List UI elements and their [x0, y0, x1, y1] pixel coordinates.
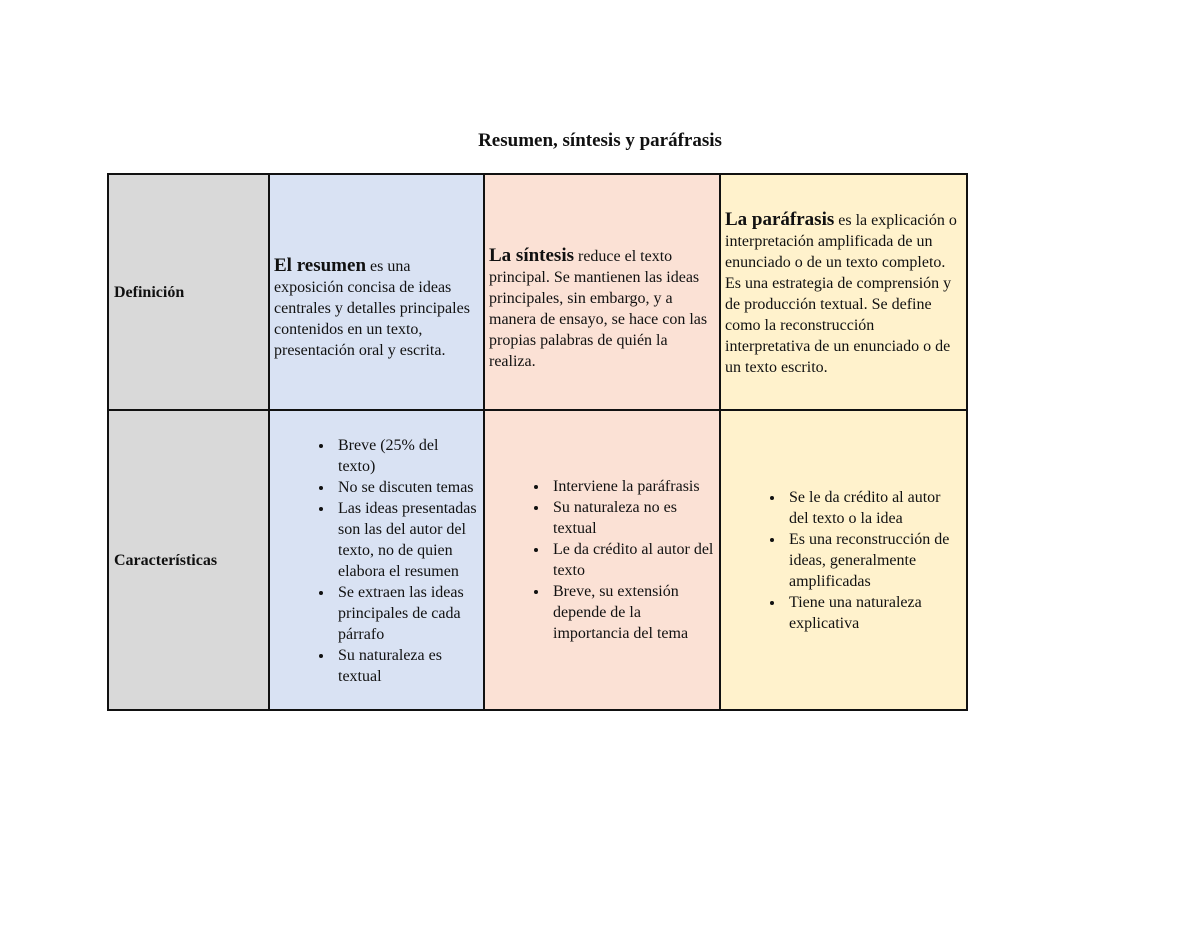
page-title: Resumen, síntesis y paráfrasis	[478, 130, 722, 151]
row-header-caracteristicas: Características	[108, 410, 269, 710]
parafrasis-characteristics-cell	[720, 410, 967, 710]
resumen-term: El resumen	[274, 255, 367, 276]
definicion-row	[108, 174, 967, 410]
sintesis-term: La síntesis	[489, 244, 574, 266]
sintesis-characteristics-list	[489, 476, 715, 644]
sintesis-definition-text: reduce el texto principal. Se mantienen las ideas principales, sin embargo, y a manera de ensayo, se hace con las propias palabras de quién la realiza.	[489, 247, 708, 370]
resumen-definition-text: es una exposición concisa de ideas centrales y detalles principales contenidos en un texto, presentación oral y escrita.	[274, 258, 470, 359]
caracteristicas-row	[108, 410, 967, 710]
parafrasis-definition-text: es la explicación o interpretación amplificada de un enunciado o de un texto completo. Es una estrategia de comprensión y de producción textual. Se define como la reconstrucción interpretativa de un enunciado o de un texto escrito.	[725, 211, 957, 376]
list-item: • Se le da crédito al autor del texto o la idea	[785, 487, 962, 529]
list-item: • Breve, su extensión depende de la importancia del tema	[549, 581, 715, 644]
parafrasis-definition-cell	[720, 174, 967, 410]
sintesis-definition-cell	[484, 174, 720, 410]
list-item: • Su naturaleza es textual	[334, 645, 479, 687]
list-item: • Le da crédito al autor del texto	[549, 539, 715, 581]
resumen-characteristics-list	[274, 435, 479, 687]
resumen-definition-cell	[269, 174, 484, 410]
parafrasis-characteristics-list	[725, 487, 962, 634]
comparison-table	[107, 173, 968, 711]
list-item: • Interviene la paráfrasis	[549, 476, 715, 497]
list-item: • Se extraen las ideas principales de cada párrafo	[334, 582, 479, 645]
list-item: • Su naturaleza no es textual	[549, 497, 715, 539]
row-header-definicion: Definición	[108, 174, 269, 410]
parafrasis-term: La paráfrasis	[725, 208, 835, 230]
list-item: • Tiene una naturaleza explicativa	[785, 592, 962, 634]
list-item: • Breve (25% del texto)	[334, 435, 479, 477]
list-item: • Es una reconstrucción de ideas, generalmente amplificadas	[785, 529, 962, 592]
sintesis-characteristics-cell	[484, 410, 720, 710]
resumen-characteristics-cell	[269, 410, 484, 710]
list-item: • Las ideas presentadas son las del autor del texto, no de quien elabora el resumen	[334, 498, 479, 582]
list-item: • No se discuten temas	[334, 477, 479, 498]
